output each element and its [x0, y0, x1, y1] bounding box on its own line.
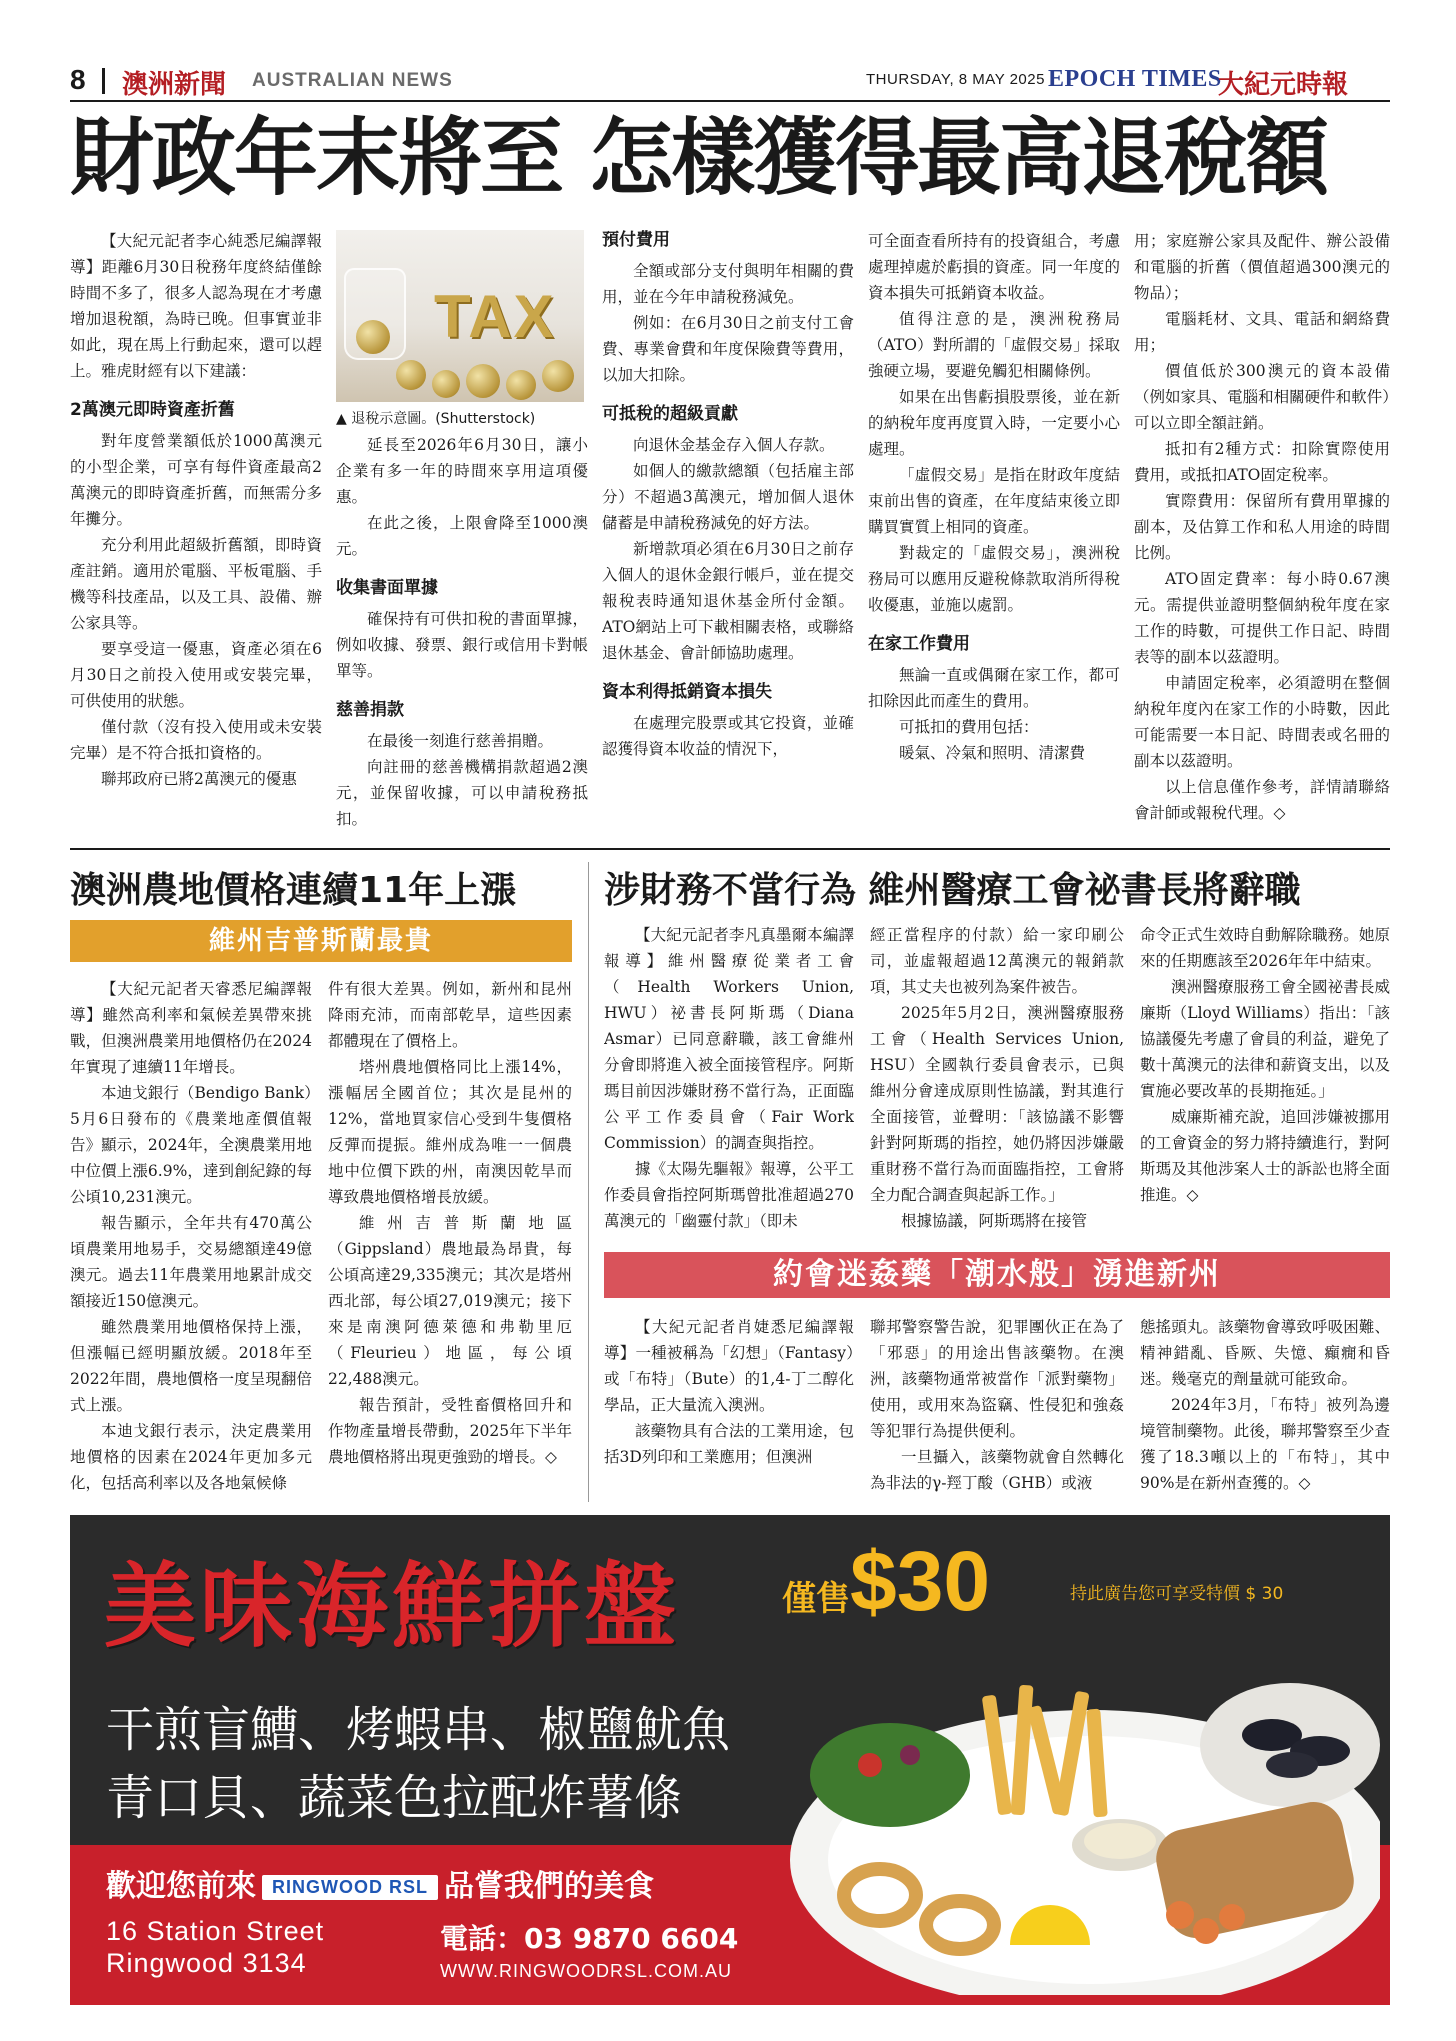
- tomato-shape: [858, 1753, 882, 1777]
- subheading: 在家工作費用: [868, 634, 970, 654]
- ad-welcome-post: 品嘗我們的美食: [444, 1869, 654, 1904]
- paragraph: 向退休金基金存入個人存款。: [633, 436, 835, 454]
- farm-article-col-2: [328, 976, 572, 1496]
- brand-logo-en: EPOCH TIMES: [1048, 66, 1222, 92]
- page-number: 8: [70, 64, 86, 95]
- coin-graphic: [466, 364, 500, 398]
- paragraph: 澳洲醫療服務工會全國祕書長威廉斯（Lloyd Williams）指出：「該協議優先考慮了會員的利益，避免了數十萬澳元的法律和薪資支出，以及實施必要改革的長期拖延。」: [1140, 978, 1390, 1100]
- ad-address: [106, 1915, 324, 1979]
- coin-graphic: [542, 360, 574, 392]
- paragraph: 用；家庭辦公家具及配件、辦公設備和電腦的折舊（價值超過300澳元的物品）；: [1134, 232, 1390, 302]
- masthead: [70, 62, 1390, 102]
- paragraph: 值得注意的是，澳洲稅務局（ATO）對所謂的「虛假交易」採取強硬立場，要避免觸犯相關條例。: [868, 310, 1120, 380]
- subheading: 可抵稅的超級貢獻: [602, 404, 738, 424]
- ad-menu-line-2: 青口貝、蔬菜色拉配炸薯條: [106, 1770, 683, 1826]
- tax-letters: TAX: [434, 283, 556, 350]
- tax-article-col-1: [70, 228, 322, 838]
- paragraph: 命令正式生效時自動解除職務。她原來的任期應該至2026年年中結束。: [1140, 926, 1390, 970]
- tax-article-col-5: [1134, 228, 1390, 838]
- paragraph: 2025年5月2日，澳洲醫療服務工會（Health Services Union, HSU）全國執行委員會表示，已與維州分會達成原則性協議，對其進行全面接管，並聲明：「該協議不影響針對阿斯瑪的指控，她仍將因涉嫌嚴重財務不當行為而面臨指控，工會將全力配合調查與起訴工作。」: [870, 1004, 1124, 1204]
- subheading: 資本利得抵銷資本損失: [602, 682, 772, 702]
- union-article-title: 涉財務不當行為 維州醫療工會祕書長將辭職: [604, 870, 1301, 911]
- ad-welcome-line: [106, 1861, 654, 1905]
- seafood-platter-image: [760, 1665, 1380, 1995]
- issue-date: THURSDAY, 8 MAY 2025: [866, 71, 1045, 88]
- subheading: 收集書面單據: [336, 578, 438, 598]
- paragraph: 例如：在6月30日之前支付工會費、專業會費和年度保險費等費用，以加大扣除。: [602, 314, 854, 384]
- paragraph: 充分利用此超級折舊額，即時資產註銷。適用於電腦、平板電腦、手機等科技產品，以及工具、設備、辦公家具等。: [70, 536, 322, 632]
- ad-price: $30: [850, 1534, 991, 1628]
- paragraph: 維州吉普斯蘭地區（Gippsland）農地最為昂貴，每公頃高達29,335澳元；其次是塔州西北部，每公頃27,019澳元；接下來是南澳阿德萊德和弗勒里厄（Fleurieu）地區，每公頃22,488澳元。: [328, 1214, 572, 1388]
- paragraph: 電腦耗材、文具、電話和網絡費用；: [1134, 310, 1390, 354]
- drug-article-col-3: [1140, 1314, 1390, 1500]
- farm-article-subtitle: 維州吉普斯蘭最貴: [70, 920, 572, 962]
- paragraph: 可抵扣的費用包括：: [899, 718, 1039, 736]
- coin-graphic: [432, 370, 460, 398]
- paragraph: 如個人的繳款總額（包括雇主部分）不超過3萬澳元，增加個人退休儲蓄是申請稅務減免的好方法。: [602, 462, 854, 532]
- subheading: 預付費用: [602, 230, 670, 250]
- paragraph: 根據協議，阿斯瑪將在接管: [901, 1212, 1088, 1230]
- ad-address-line-2: Ringwood 3134: [106, 1948, 307, 1978]
- tax-article-col-4: [868, 228, 1120, 838]
- paragraph: 新增款項必須在6月30日之前存入個人的退休金銀行帳戶，並在提交報稅表時通知退休基金所付金額。ATO網站上可下載相關表格，或聯絡退休基金、會計師協助處理。: [602, 540, 854, 662]
- drug-article-title: 約會迷姦藥「潮水般」湧進新州: [604, 1252, 1390, 1298]
- paragraph: 在處理完股票或其它投資，並確認獲得資本收益的情況下，: [602, 714, 854, 758]
- paragraph: 【大紀元記者天睿悉尼編譯報導】雖然高利率和氣候差異帶來挑戰，但澳洲農業用地價格仍在2024年實現了連續11年增長。: [70, 980, 312, 1076]
- main-headline: 財政年末將至 怎樣獲得最高退稅額: [70, 108, 1328, 207]
- paragraph: ATO固定費率：每小時0.67澳元。需提供並證明整個納稅年度在家工作的時數，可提供工作日記、時間表等的副本以茲證明。: [1134, 570, 1390, 666]
- paragraph: 申請固定稅率，必須證明在整個納稅年度內在家工作的小時數，因此可能需要一本日記、時間表或名冊的副本以茲證明。: [1134, 674, 1390, 770]
- paragraph: 聯邦政府已將2萬澳元的優惠: [101, 770, 297, 788]
- ad-only-label: 僅售: [782, 1579, 850, 1619]
- salad-shape: [810, 1723, 970, 1827]
- paragraph: 【大紀元記者肖婕悉尼編譯報導】一種被稱為「幻想」（Fantasy）或「布特」（Bute）的1,4-丁二醇化學品，正大量流入澳洲。: [604, 1318, 854, 1414]
- onion-shape: [900, 1745, 920, 1765]
- paragraph: 可全面查看所持有的投資組合，考慮處理掉處於虧損的資產。同一年度的資本損失可抵銷資本收益。: [868, 232, 1120, 302]
- paragraph: 確保持有可供扣稅的書面單據，例如收據、發票、銀行或信用卡對帳單等。: [336, 610, 588, 680]
- paragraph: 在最後一刻進行慈善捐贈。: [367, 732, 554, 750]
- paragraph: 報告顯示，全年共有470萬公頃農業用地易手，交易總額達49億澳元。過去11年農業用地累計成交額接近150億澳元。: [70, 1214, 312, 1310]
- section-name-en: AUSTRALIAN NEWS: [252, 70, 453, 91]
- paragraph: 對年度營業額低於1000萬澳元的小型企業，可享有每件資產最高2萬澳元的即時資產折舊，而無需分多年攤分。: [70, 432, 322, 528]
- union-article-col-2: [870, 922, 1124, 1246]
- paragraph: 據《太陽先驅報》報導，公平工作委員會指控阿斯瑪曾批准超過270萬澳元的「幽靈付款」（即未: [604, 1160, 854, 1230]
- paragraph: 威廉斯補充說，追回涉嫌被挪用的工會資金的努力將持續進行，對阿斯瑪及其他涉案人士的訴訟也將全面推進。◇: [1140, 1108, 1390, 1204]
- section-name-cn: 澳洲新聞: [122, 70, 227, 100]
- paragraph: 件有很大差異。例如，新州和昆州降雨充沛，而南部乾旱，這些因素都體現在了價格上。: [328, 980, 572, 1050]
- drug-article-col-1: [604, 1314, 854, 1500]
- paragraph: 暖氣、冷氣和照明、清潔費: [899, 744, 1086, 762]
- paragraph: 2024年3月，「布特」被列為邊境管制藥物。此後，聯邦警察至少查獲了18.3噸以上的「布特」，其中90%是在新州查獲的。◇: [1140, 1396, 1390, 1492]
- paragraph: 在此之後，上限會降至1000澳元。: [336, 514, 588, 558]
- tax-photo: [336, 230, 584, 402]
- paragraph: 聯邦警察警告說，犯罪團伙正在為了「邪惡」的用途出售該藥物。在澳洲，該藥物通常被當作「派對藥物」使用，或用來為盜竊、性侵犯和強姦等犯罪行為提供便利。: [870, 1318, 1124, 1440]
- subheading: 慈善捐款: [336, 700, 404, 720]
- paragraph: 【大紀元記者李凡真墨爾本編譯報導】維州醫療從業者工會（Health Workers Union, HWU）祕書長阿斯瑪（Diana Asmar）已同意辭職，該工會維州分會即將進入被全面接管程序。阿斯瑪目前因涉嫌財務不當行為，正面臨公平工作委員會（Fair Work Commission）的調查與指控。: [604, 926, 854, 1152]
- paragraph: 以上信息僅作參考，詳情請聯絡會計師或報稅代理。◇: [1134, 778, 1390, 822]
- photo-caption: ▲ 退稅示意圖。(Shutterstock): [336, 411, 536, 427]
- coin-graphic: [396, 360, 426, 390]
- union-article-col-3: [1140, 922, 1390, 1246]
- coin-graphic: [356, 320, 390, 354]
- masthead-divider: [102, 68, 105, 94]
- seafood-advertisement[interactable]: [70, 1515, 1390, 2005]
- paragraph: 無論一直或偶爾在家工作，都可扣除因此而產生的費用。: [868, 666, 1120, 710]
- tax-article-col-2: [336, 432, 588, 842]
- paragraph: 對裁定的「虛假交易」，澳洲稅務局可以應用反避稅條款取消所得稅收優惠，並施以處罰。: [868, 544, 1120, 614]
- paragraph: 實際費用：保留所有費用單據的副本，及估算工作和私人用途的時間比例。: [1134, 492, 1390, 562]
- paragraph: 雖然農業用地價格保持上漲，但漲幅已經明顯放緩。2018年至2022年間，農地價格一度呈現翻倍式上漲。: [70, 1318, 312, 1414]
- paragraph: 要享受這一優惠，資產必須在6月30日之前投入使用或安裝完畢，可供使用的狀態。: [70, 640, 322, 710]
- paragraph: 延長至2026年6月30日，讓小企業有多一年的時間來享用這項優惠。: [336, 436, 588, 506]
- drug-article-col-2: [870, 1314, 1124, 1500]
- paragraph: 本迪戈銀行（Bendigo Bank）5月6日發布的《農業地產價值報告》顯示，2024年，全澳農業用地中位價上漲6.9%，達到創紀錄的每公頃10,231澳元。: [70, 1084, 312, 1206]
- paragraph: 價值低於300澳元的資本設備（例如家具、電腦和相關硬件和軟件）可以立即全額註銷。: [1134, 362, 1390, 432]
- farm-article-title: 澳洲農地價格連續11年上漲: [70, 870, 517, 911]
- subheading: 2萬澳元即時資產折舊: [70, 400, 235, 420]
- sauce-shape: [1084, 1823, 1156, 1859]
- brand-logo-cn: 大紀元時報: [1218, 70, 1349, 100]
- paragraph: 僅付款（沒有投入使用或未安裝完畢）是不符合抵扣資格的。: [70, 718, 322, 762]
- paragraph: 本迪戈銀行表示，決定農業用地價格的因素在2024年更加多元化，包括高利率以及各地氣候條: [70, 1422, 312, 1492]
- ad-coupon-note: 持此廣告您可享受特價 $ 30: [1070, 1584, 1284, 1604]
- ad-address-line-1: 16 Station Street: [106, 1916, 325, 1946]
- paragraph: 態搖頭丸。該藥物會導致呼吸困難、精神錯亂、昏厥、失憶、癲癇和昏迷。幾毫克的劑量就可能致命。: [1140, 1318, 1390, 1388]
- rsl-badge: RINGWOOD RSL: [262, 1875, 438, 1900]
- section-divider: [70, 848, 1390, 850]
- paragraph: 經正當程序的付款）給一家印刷公司，並虛報超過12萬澳元的報銷款項，其丈夫也被列為案件被告。: [870, 926, 1124, 996]
- paragraph: 塔州農地價格同比上漲14%，漲幅居全國首位；其次是昆州的12%，當地買家信心受到牛隻價格反彈而提振。維州成為唯一一個農地中位價下跌的州，南澳因乾旱而導致農地價格增長放緩。: [328, 1058, 572, 1206]
- farm-article-col-1: [70, 976, 312, 1496]
- paragraph: 「虛假交易」是指在財政年度結束前出售的資產，在年度結束後立即購買實質上相同的資產。: [868, 466, 1120, 536]
- ad-menu-line-1: 干煎盲鰽、烤蝦串、椒鹽魷魚: [106, 1702, 731, 1758]
- paragraph: 報告預計，受牲畜價格回升和作物產量增長帶動，2025年下半年農地價格將出現更強勁的增長。◇: [328, 1396, 572, 1466]
- paragraph: 【大紀元記者李心純悉尼編譯報導】距離6月30日稅務年度終結僅餘時間不多了，很多人認為現在才考慮增加退稅額，為時已晚。但事實並非如此，現在馬上行動起來，還可以趕上。雅虎財經有以下建議：: [70, 232, 322, 380]
- ad-title: 美味海鮮拼盤: [104, 1553, 681, 1660]
- union-article-col-1: [604, 922, 854, 1246]
- paragraph: 抵扣有2種方式：扣除實際使用費用，或抵扣ATO固定稅率。: [1134, 440, 1390, 484]
- paragraph: 一旦攝入，該藥物就會自然轉化為非法的γ-羥丁酸（GHB）或液: [870, 1448, 1124, 1492]
- column-divider: [588, 862, 589, 1502]
- paragraph: 該藥物具有合法的工業用途，包括3D列印和工業應用；但澳洲: [604, 1422, 854, 1466]
- ad-welcome-pre: 歡迎您前來: [106, 1869, 256, 1904]
- paragraph: 如果在出售虧損股票後，並在新的納稅年度再度買入時，一定要小心處理。: [868, 388, 1120, 458]
- mussel-shape: [1266, 1752, 1318, 1778]
- ad-website-link[interactable]: WWW.RINGWOODRSL.COM.AU: [440, 1961, 732, 1981]
- paragraph: 全額或部分支付與明年相關的費用，並在今年申請稅務減免。: [602, 262, 854, 306]
- paragraph: 向註冊的慈善機構捐款超過2澳元，並保留收據，可以申請稅務抵扣。: [336, 758, 588, 828]
- coin-graphic: [506, 370, 536, 400]
- tax-article-col-3: [602, 228, 854, 838]
- ad-phone[interactable]: 電話：03 9870 6604: [440, 1922, 739, 1955]
